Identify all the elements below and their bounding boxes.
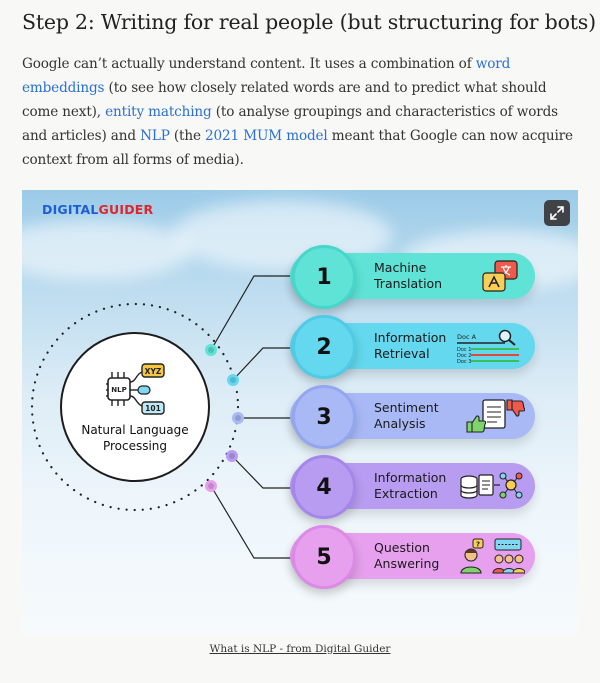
word-embeddings-link[interactable]: word embeddings [22, 56, 511, 96]
item-number-1: 1 [292, 245, 356, 309]
item-label-line: Analysis [374, 416, 426, 431]
xyz-label: XYZ [144, 367, 162, 376]
connector-dot-1 [205, 344, 217, 356]
item-label-line: Translation [374, 276, 443, 291]
intro-paragraph [22, 52, 582, 172]
item-label-line: Retrieval [374, 346, 430, 361]
logo-part: DIGITAL [42, 202, 99, 217]
paragraph-text: (the [169, 128, 206, 144]
connector-dot-4 [226, 450, 238, 462]
doc-label: Doc 3 [457, 359, 472, 365]
doc-label: Doc 2 [457, 353, 472, 359]
mum-model-link[interactable]: 2021 MUM model [205, 128, 328, 144]
item-label [374, 260, 442, 292]
connector-dot-5 [205, 480, 217, 492]
nlp-title-line: Processing [102, 439, 168, 453]
item-label-line: Question [374, 540, 430, 555]
nlp-title [62, 422, 208, 454]
item-label-line: Sentiment [374, 400, 439, 415]
sentiment-thumbs-icon [463, 396, 525, 436]
figure-caption[interactable]: What is NLP - from Digital Guider [209, 643, 391, 655]
binary-label: 101 [145, 404, 161, 413]
item-label-line: Information [374, 470, 447, 485]
nlp-center-circle [60, 332, 210, 482]
item-number-2: 2 [292, 315, 356, 379]
paragraph-text: (to see how closely related words are and to predict what should come next), [22, 80, 547, 120]
nlp-infographic[interactable] [22, 190, 578, 636]
document-search-icon [455, 329, 525, 365]
item-label-line: Machine [374, 260, 427, 275]
connector-line-4 [232, 456, 296, 488]
item-number-4: 4 [292, 455, 356, 519]
item-label [374, 330, 446, 362]
entity-matching-link[interactable]: entity matching [105, 104, 212, 120]
item-label [374, 540, 439, 572]
nlp-chip-icon [106, 360, 168, 418]
item-label [374, 400, 439, 432]
item-number-3: 3 [292, 385, 356, 449]
logo-part: GUIDER [98, 202, 154, 217]
question-answer-icon [459, 537, 525, 575]
item-number-5: 5 [292, 525, 356, 589]
paragraph-text: (to analyse groupings and characteristics of words and articles) and [22, 104, 558, 144]
item-label [374, 470, 446, 502]
connector-dot-3 [232, 412, 244, 424]
svg-text:?: ? [475, 540, 481, 549]
connector-line-1 [211, 276, 296, 350]
doc-label: Doc A [457, 333, 477, 341]
connector-dot-2 [227, 374, 239, 386]
doc-label: Doc 1 [457, 347, 472, 353]
item-label-line: Answering [374, 556, 440, 571]
translation-icon [477, 259, 525, 295]
item-label-line: Information [374, 330, 447, 345]
connector-line-5 [211, 486, 296, 558]
paragraph-text: Google can’t actually understand content. It uses a combination of [22, 56, 476, 72]
item-label-line: Extraction [374, 486, 438, 501]
section-heading: Step 2: Writing for real people (but structuring for bots) [22, 10, 596, 34]
connector-line-2 [233, 348, 296, 380]
chip-label: NLP [111, 386, 127, 394]
data-extraction-icon [459, 469, 525, 505]
paragraph-text: meant that Google can now acquire context from all forms of media). [22, 128, 573, 168]
nlp-title-line: Natural Language [81, 423, 189, 437]
nlp-link[interactable]: NLP [140, 128, 170, 144]
